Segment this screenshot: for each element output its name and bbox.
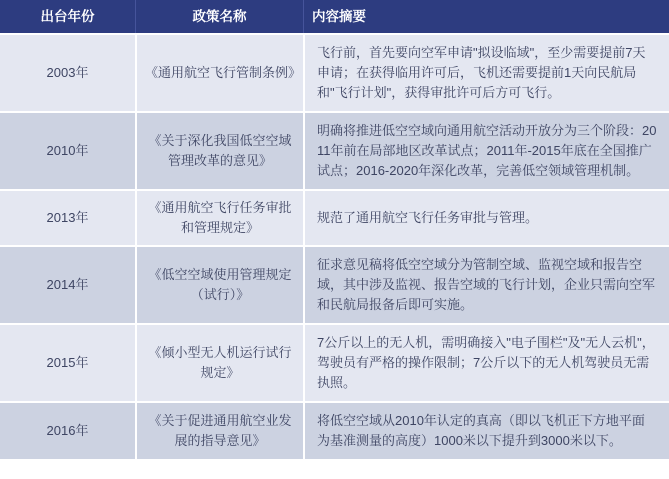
summary-cell: 飞行前，首先要向空军申请"拟设临域"，至少需要提前7天申请；在获得临用许可后，飞机还需要提前1天向民航局和"飞行计划"，获得审批许可后方可飞行。 [303, 35, 669, 111]
column-header-summary: 内容摘要 [303, 0, 669, 33]
policy-cell: 《倾小型无人机运行试行规定》 [135, 325, 303, 401]
summary-cell: 明确将推进低空空域向通用航空活动开放分为三个阶段：2011年前在局部地区改革试点；2011年-2015年底在全国推广试点；2016-2020年深化改革，完善低空领域管理机制。 [303, 113, 669, 189]
year-cell: 2016年 [0, 403, 135, 459]
table-row-2014 [0, 245, 669, 323]
summary-cell: 7公斤以上的无人机，需明确接入"电子围栏"及"无人云机"，驾驶员有严格的操作限制；7公斤以下的无人机驾驶员无需执照。 [303, 325, 669, 401]
table-row-2015 [0, 323, 669, 401]
year-cell: 2013年 [0, 191, 135, 245]
policy-cell: 《关于深化我国低空空域管理改革的意见》 [135, 113, 303, 189]
summary-cell: 将低空空域从2010年认定的真高（即以飞机正下方地平面为基准测量的高度）1000米以下提升到3000米以下。 [303, 403, 669, 459]
column-header-year: 出台年份 [0, 0, 135, 33]
year-cell: 2003年 [0, 35, 135, 111]
summary-cell: 征求意见稿将低空空域分为管制空域、监视空域和报告空域，其中涉及监视、报告空域的飞行计划，企业只需向空军和民航局报备后即可实施。 [303, 247, 669, 323]
table-header-row [0, 0, 669, 33]
year-cell: 2014年 [0, 247, 135, 323]
summary-cell: 规范了通用航空飞行任务审批与管理。 [303, 191, 669, 245]
policy-cell: 《通用航空飞行任务审批和管理规定》 [135, 191, 303, 245]
table-row-2010 [0, 111, 669, 189]
table-row-2013 [0, 189, 669, 245]
table-row-2003 [0, 33, 669, 111]
policy-cell: 《关于促进通用航空业发展的指导意见》 [135, 403, 303, 459]
column-header-policy: 政策名称 [135, 0, 303, 33]
policy-cell: 《低空空域使用管理规定（试行）》 [135, 247, 303, 323]
year-cell: 2015年 [0, 325, 135, 401]
year-cell: 2010年 [0, 113, 135, 189]
table-row-2016 [0, 401, 669, 459]
policy-cell: 《通用航空飞行管制条例》 [135, 35, 303, 111]
